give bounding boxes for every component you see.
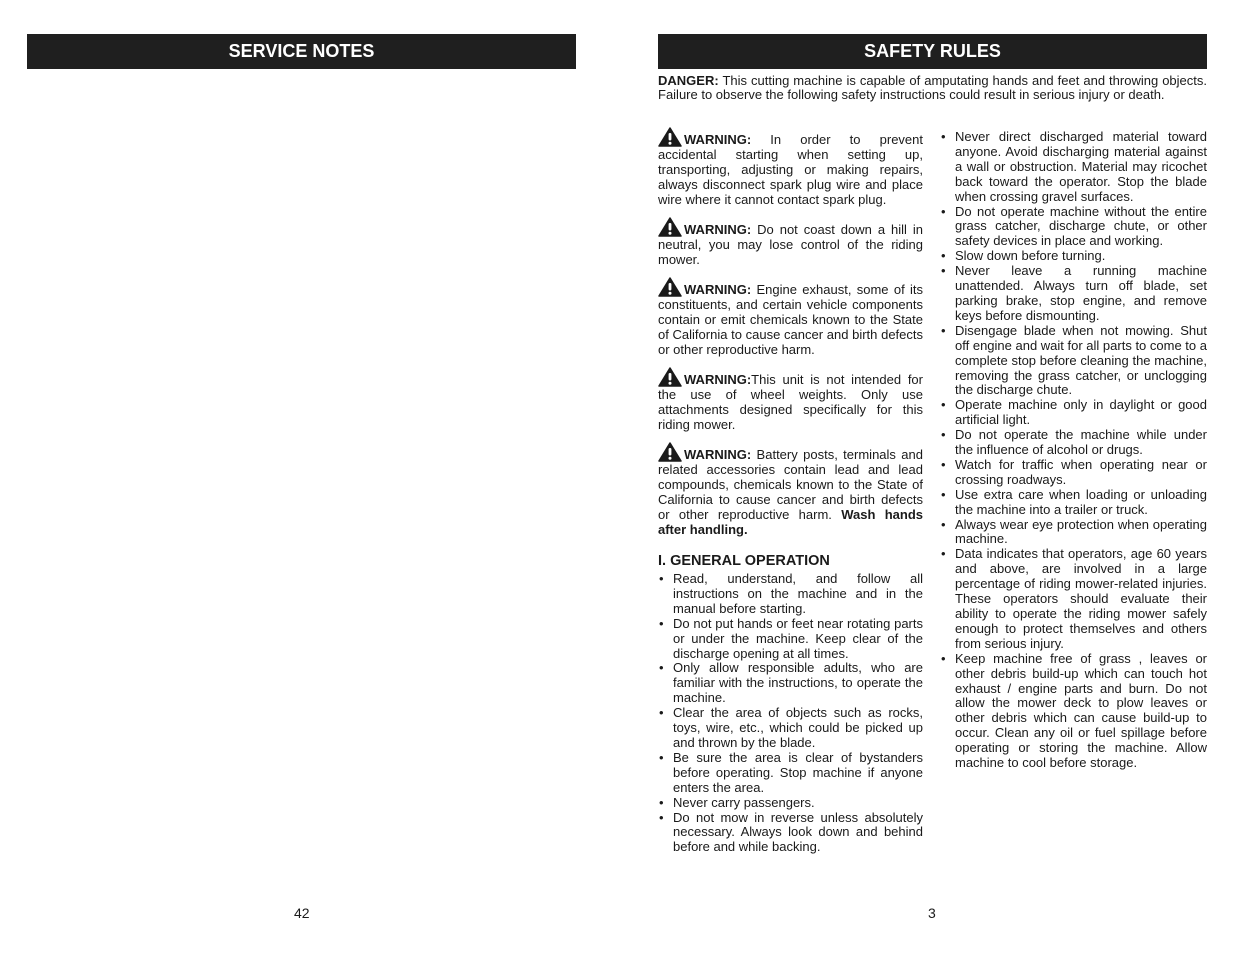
- safety-rule-item: • Use extra care when loading or unloading the machine into a trailer or truck.: [940, 488, 1207, 518]
- safety-column-left: [658, 127, 923, 855]
- warning-text: This unit is not intended for the use of wheel weights. Only use attachments designed specifically for this riding mower.: [658, 372, 923, 432]
- danger-text: This cutting machine is capable of amputating hands and feet and throwing objects. Failure to observe the following safety instructions could result in serious injury or death.: [658, 73, 1207, 102]
- warning-label: WARNING:: [684, 132, 752, 147]
- warning-label: WARNING:: [684, 282, 752, 297]
- safety-rule-item: • Do not mow in reverse unless absolutely necessary. Always look down and behind before and while backing.: [658, 811, 923, 856]
- safety-rule-item: • Never carry passengers.: [658, 796, 923, 811]
- warning-triangle-icon: [658, 442, 682, 462]
- safety-rule-item: • Disengage blade when not mowing. Shut off engine and wait for all parts to come to a complete stop before cleaning the machine, removing the grass catcher, or unclogging the discharge chute.: [940, 324, 1207, 399]
- page-number-left: 42: [294, 905, 310, 921]
- warning-triangle-icon: [658, 127, 682, 147]
- warning-triangle-icon: [658, 367, 682, 387]
- warning-triangle-icon: [658, 277, 682, 297]
- safety-rule-item: • Keep machine free of grass , leaves or other debris build-up which can touch hot exhaust / engine parts and burn. Do not allow the mower deck to plow leaves or other debris which can cause build-up to occur. Clean any oil or fuel spillage before operating or storing the machine. Allow machine to cool before storage.: [940, 652, 1207, 771]
- general-operation-list-col2: [940, 130, 1207, 771]
- warning-label: WARNING:: [684, 447, 752, 462]
- safety-rule-item: • Only allow responsible adults, who are familiar with the instructions, to operate the machine.: [658, 661, 923, 706]
- safety-column-right: [940, 130, 1207, 771]
- safety-rule-item: • Watch for traffic when operating near or crossing roadways.: [940, 458, 1207, 488]
- warning-text: Do not coast down a hill in neutral, you may lose control of the riding mower.: [658, 222, 923, 267]
- general-operation-list-col1: [658, 572, 923, 855]
- safety-rule-item: • Do not operate machine without the entire grass catcher, discharge chute, or other safety devices in place and working.: [940, 205, 1207, 250]
- safety-rule-item: • Do not operate the machine while under the influence of alcohol or drugs.: [940, 428, 1207, 458]
- warning-paragraph: [658, 442, 923, 537]
- warning-paragraph: [658, 367, 923, 432]
- service-notes-header: SERVICE NOTES: [27, 34, 576, 69]
- warning-paragraph: [658, 127, 923, 207]
- safety-rule-item: • Do not put hands or feet near rotating parts or under the machine. Keep clear of the discharge opening at all times.: [658, 617, 923, 662]
- page-number-right: 3: [928, 905, 936, 921]
- safety-rule-item: • Be sure the area is clear of bystanders before operating. Stop machine if anyone enters the area.: [658, 751, 923, 796]
- general-operation-heading: I. GENERAL OPERATION: [658, 553, 830, 569]
- danger-label: DANGER:: [658, 73, 719, 88]
- warning-text: Battery posts, terminals and related accessories contain lead and lead compounds, chemicals known to the State of California to cause cancer and birth defects or other reproductive harm.: [658, 447, 923, 522]
- safety-rule-item: • Read, understand, and follow all instructions on the machine and in the manual before starting.: [658, 572, 923, 617]
- safety-rule-item: • Operate machine only in daylight or good artificial light.: [940, 398, 1207, 428]
- warning-text: In order to prevent accidental starting when setting up, transporting, adjusting or making repairs, always disconnect spark plug wire and place wire where it cannot contact spark plug.: [658, 132, 923, 207]
- safety-rule-item: • Never leave a running machine unattended. Always turn off blade, set parking brake, stop engine, and remove keys before dismounting.: [940, 264, 1207, 324]
- warning-text: Engine exhaust, some of its constituents, and certain vehicle components contain or emit chemicals known to the State of California to cause cancer and birth defects or other reproductive harm.: [658, 282, 923, 357]
- safety-rule-item: • Slow down before turning.: [940, 249, 1207, 264]
- safety-rule-item: • Clear the area of objects such as rocks, toys, wire, etc., which could be picked up and thrown by the blade.: [658, 706, 923, 751]
- warning-paragraph: [658, 217, 923, 267]
- danger-paragraph: [658, 74, 1207, 102]
- safety-rules-header: SAFETY RULES: [658, 34, 1207, 69]
- warning-bold-note: Wash hands after handling.: [658, 507, 924, 537]
- warning-triangle-icon: [658, 217, 682, 237]
- warning-label: WARNING:: [684, 222, 752, 237]
- warning-paragraph: [658, 277, 923, 357]
- warnings-list: [658, 127, 923, 537]
- safety-rule-item: • Never direct discharged material toward anyone. Avoid discharging material against a wall or obstruction. Material may ricochet back toward the operator. Stop the blade when crossing gravel surfaces.: [940, 130, 1207, 205]
- warning-label: WARNING:: [684, 372, 752, 387]
- safety-rule-item: • Always wear eye protection when operating machine.: [940, 518, 1207, 548]
- safety-rule-item: • Data indicates that operators, age 60 years and above, are involved in a large percentage of riding mower-related injuries. These operators should evaluate their ability to operate the riding mower safely enough to protect themselves and others from serious injury.: [940, 547, 1207, 651]
